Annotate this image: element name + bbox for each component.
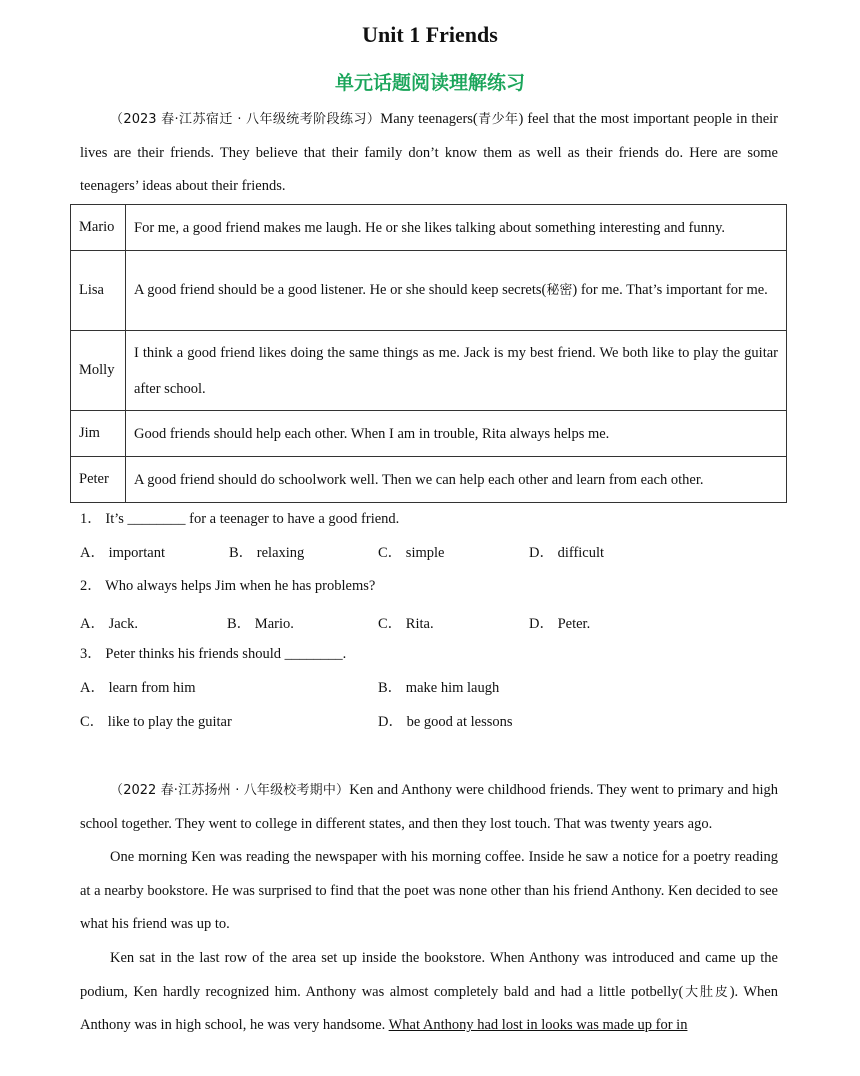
question-3-option-c[interactable]: C． like to play the guitar <box>80 714 232 730</box>
question-3-option-a[interactable]: A． learn from him <box>80 680 196 696</box>
passage2-source: （2022 春·江苏扬州 · 八年级校考期中） <box>110 783 350 798</box>
student-idea: A good friend should do schoolwork well. Then we can help each other and learn from each other. <box>126 457 787 503</box>
student-idea: I think a good friend likes doing the same things as me. Jack is my best friend. We both like to play the guitar after school. <box>126 331 787 411</box>
page-subtitle: 单元话题阅读理解练习 <box>334 72 525 94</box>
table-row <box>71 205 787 251</box>
student-name: Mario <box>71 205 126 251</box>
table-row <box>71 251 787 331</box>
student-idea: A good friend should be a good listener. He or she should keep secrets(秘密) for me. That’s important for me. <box>126 251 787 331</box>
question-1-option-b[interactable]: B． relaxing <box>229 545 305 561</box>
underlined-sentence: What Anthony had lost in looks was made up for in <box>388 1017 688 1033</box>
student-idea: Good friends should help each other. When I am in trouble, Rita always helps me. <box>126 411 787 457</box>
table-row <box>71 331 787 411</box>
question-2-option-b[interactable]: B． Mario. <box>227 616 294 632</box>
question-2-stem: 2． Who always helps Jim when he has problems? <box>80 578 376 594</box>
question-1-option-c[interactable]: C． simple <box>378 545 445 561</box>
question-3-option-b[interactable]: B． make him laugh <box>378 680 500 696</box>
passage1-source: （2023 春·江苏宿迁 · 八年级统考阶段练习） <box>110 112 381 127</box>
student-idea: For me, a good friend makes me laugh. He or she likes talking about something interesting and funny. <box>126 205 787 251</box>
question-3-option-d[interactable]: D． be good at lessons <box>378 714 513 730</box>
passage1-intro: （2023 春·江苏宿迁 · 八年级统考阶段练习）Many teenagers(青少年) feel that the most important people in their lives are their friends. They believe that their family don’t know them as well as their friends do. Here are some teenagers’ ideas about their friends. <box>80 111 778 194</box>
student-name: Molly <box>71 331 126 411</box>
student-name: Peter <box>71 457 126 503</box>
student-name: Jim <box>71 411 126 457</box>
table-row <box>71 411 787 457</box>
question-1-option-d[interactable]: D． difficult <box>529 545 605 561</box>
student-name: Lisa <box>71 251 126 331</box>
question-2-option-d[interactable]: D． Peter. <box>529 616 591 632</box>
page-title: Unit 1 Friends <box>362 22 498 47</box>
passage2-paragraph-3: Ken sat in the last row of the area set up inside the bookstore. When Anthony was introduced and came up the podium, Ken hardly recognized him. Anthony was almost completely bald and had a little potbelly(大肚皮). When Anthony was in high school, he was very handsome. What Anthony had lost in looks was made up for in <box>80 950 778 1033</box>
question-2-option-a[interactable]: A． Jack. <box>80 616 138 632</box>
passage2-paragraph-2: One morning Ken was reading the newspaper with his morning coffee. Inside he saw a notice for a poetry reading at a nearby bookstore. He was surprised to find that the poet was none other than his friend Anthony. Ken decided to see what his friend was up to. <box>80 849 778 932</box>
passage2-paragraph-1: （2022 春·江苏扬州 · 八年级校考期中）Ken and Anthony were childhood friends. They went to primary and high school together. They went to college in different states, and then they lost touch. That was twenty years ago. <box>80 782 778 832</box>
question-1-option-a[interactable]: A． important <box>80 545 165 561</box>
ideas-table <box>70 204 787 503</box>
question-3-stem: 3． Peter thinks his friends should ________. <box>80 646 347 662</box>
question-1-stem: 1． It’s ________ for a teenager to have a good friend. <box>80 511 400 527</box>
table-row <box>71 457 787 503</box>
question-2-option-c[interactable]: C． Rita. <box>378 616 434 632</box>
